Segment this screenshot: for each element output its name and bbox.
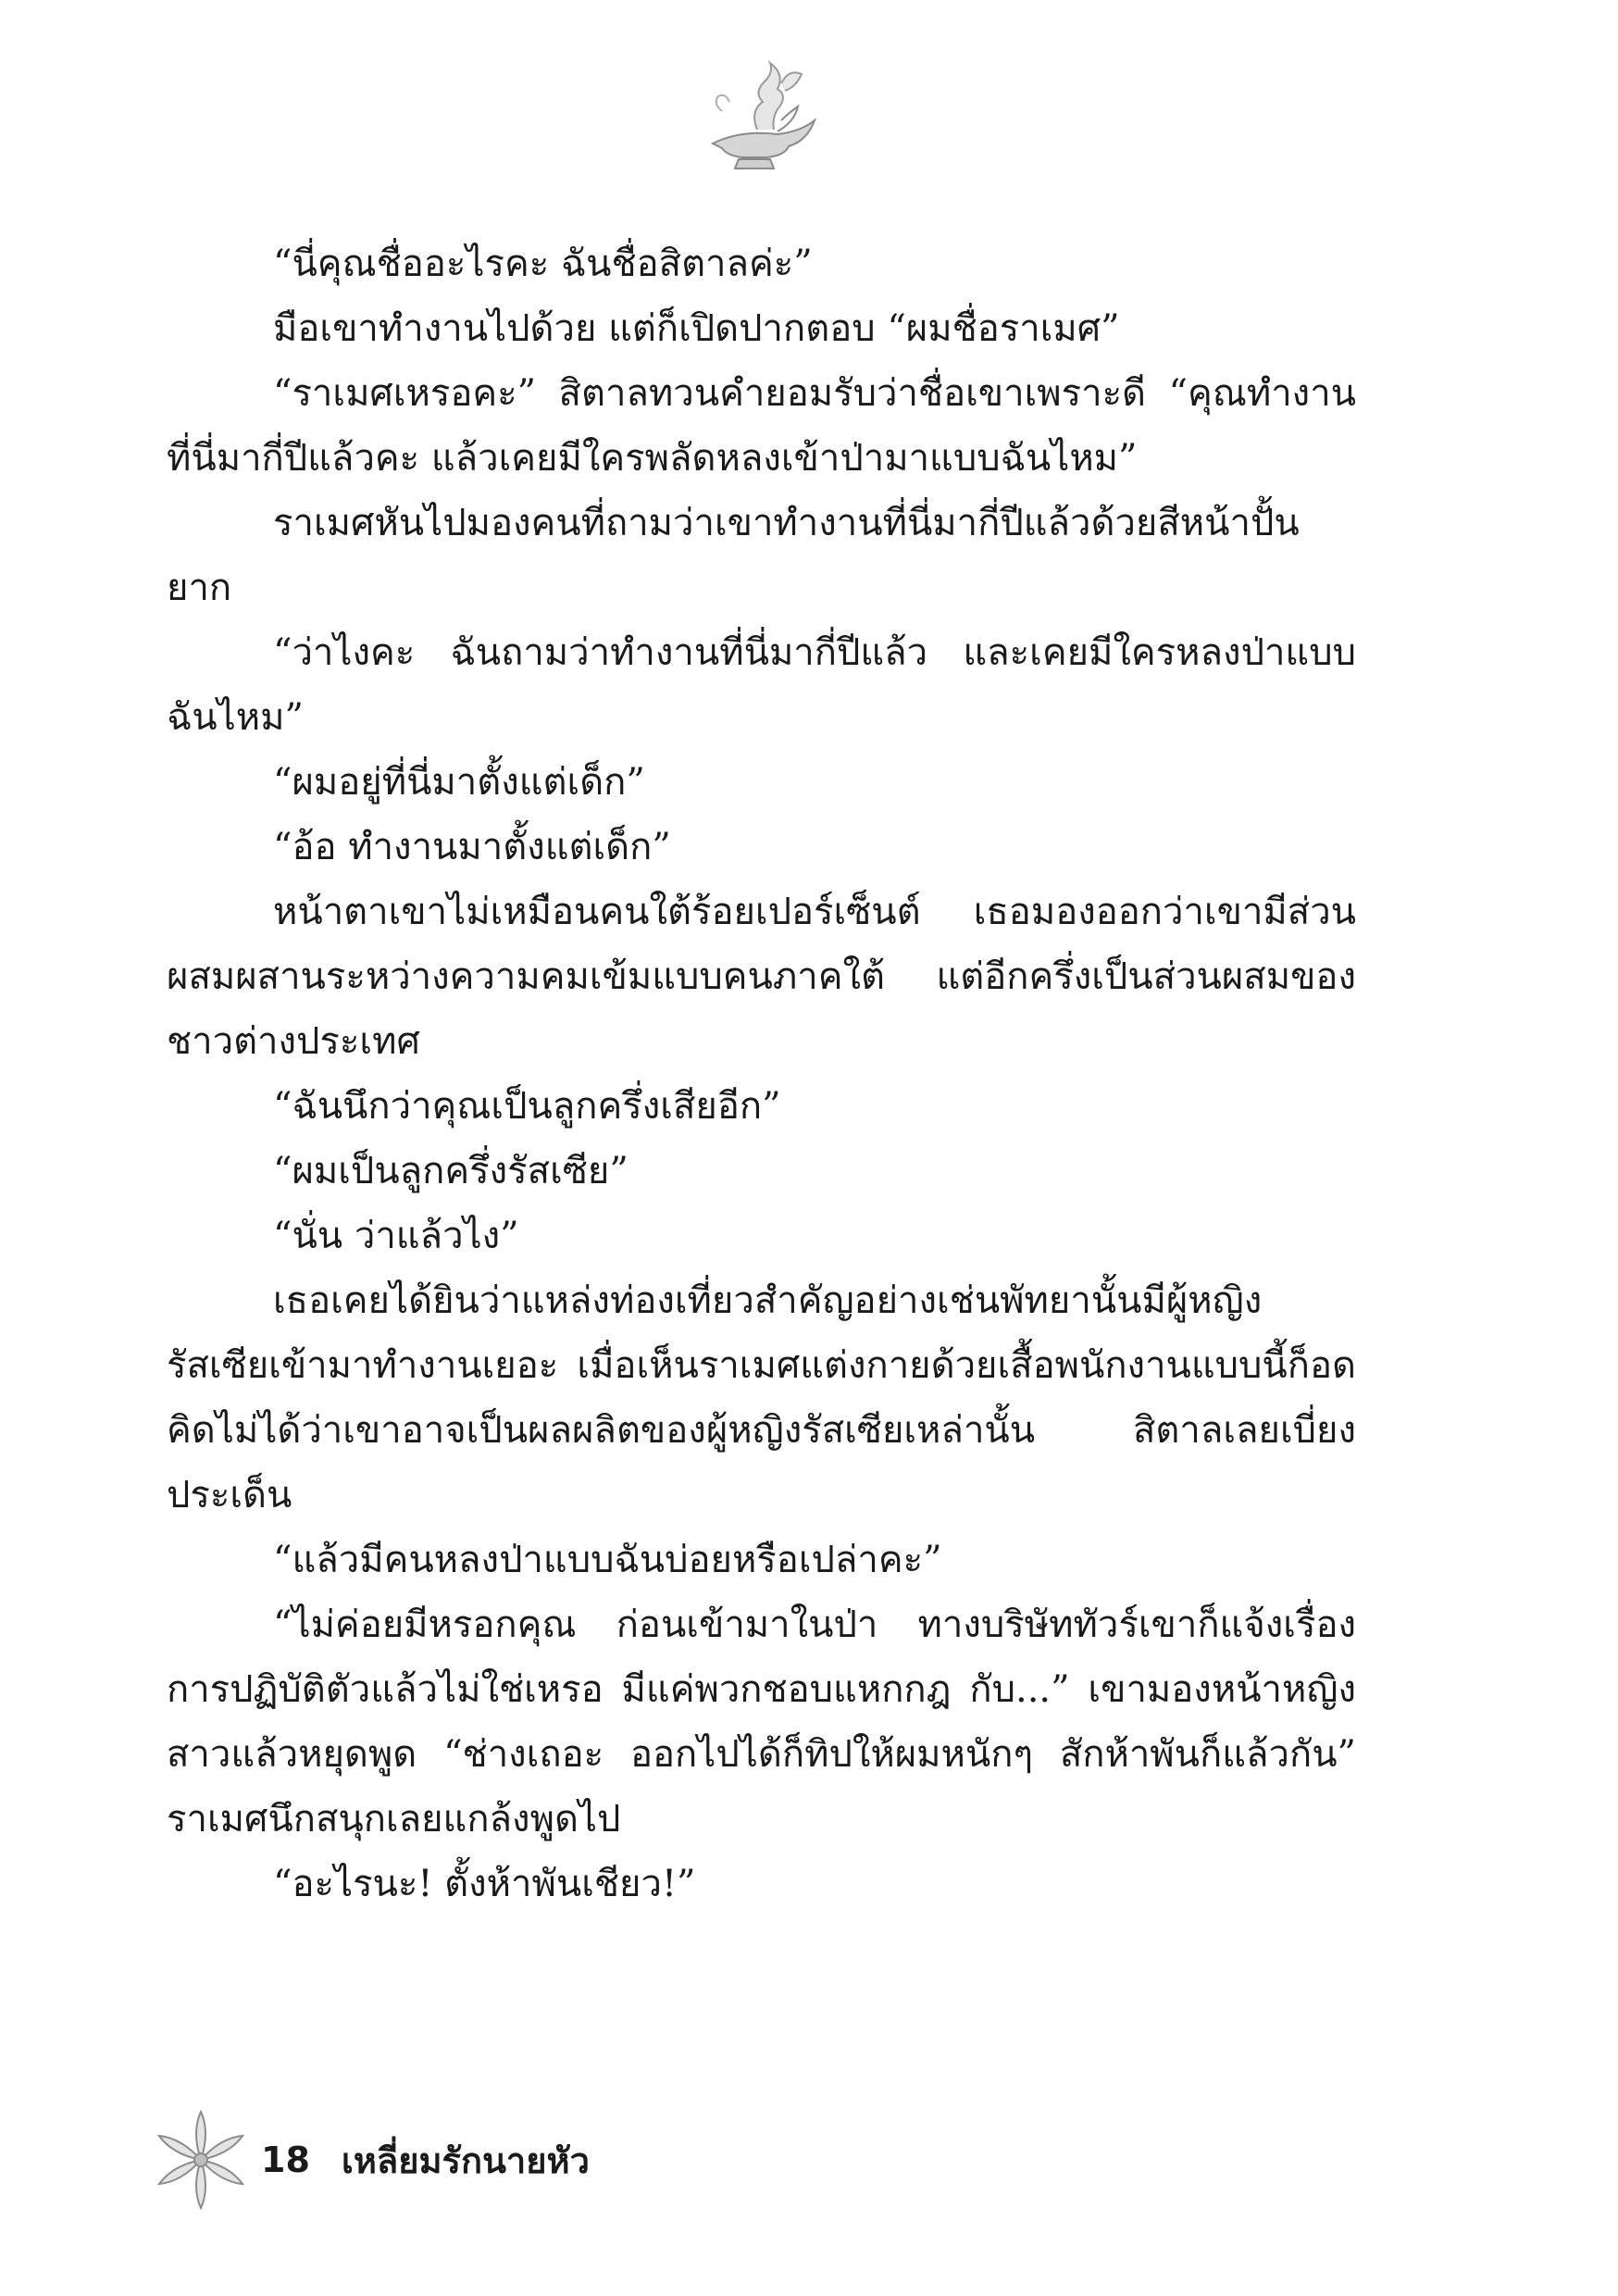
paragraph: “ไม่ค่อยมีหรอกคุณ ก่อนเข้ามาในป่า ทางบริษัททัวร์เขาก็แจ้งเรื่องการปฏิบัติตัวแล้วไม่ใช่เหรอ มีแค่พวกชอบแหกกฎ กับ...” เขามองหน้าหญิงสาวแล้วหยุดพูด “ช่างเถอะ ออกไปได้ก็ทิปให้ผมหนักๆ สักห้าพันก็แล้วกัน” ราเมศนึกสนุกเลยแกล้งพูดไป (167, 1603, 1356, 1841)
paragraph: “ว่าไงคะ ฉันถามว่าทำงานที่นี่มากี่ปีแล้ว และเคยมีใครหลงป่าแบบฉันไหม” (167, 631, 1356, 739)
story-body (167, 231, 1356, 1916)
paragraph: “ฉันนึกว่าคุณเป็นลูกครึ่งเสียอีก” (273, 1085, 781, 1128)
paragraph: ราเมศหันไปมองคนที่ถามว่าเขาทำงานที่นี่มากี่ปีแล้วด้วยสีหน้าปั้นยาก (167, 502, 1300, 609)
paragraph: เธอเคยได้ยินว่าแหล่งท่องเที่ยวสำคัญอย่างเช่นพัทยานั้นมีผู้หญิงรัสเซียเข้ามาทำงานเยอะ เมื่อเห็นราเมศแต่งกายด้วยเสื้อพนักงานแบบนี้ก็อดคิดไม่ได้ว่าเขาอาจเป็นผลผลิตของผู้หญิงรัสเซียเหล่านั้น สิตาลเลยเบี่ยงประเด็น (167, 1279, 1356, 1516)
paragraph: “อ้อ ทำงานมาตั้งแต่เด็ก” (273, 826, 671, 868)
paragraph: “ผมเป็นลูกครึ่งรัสเซีย” (273, 1150, 629, 1192)
paragraph: มือเขาทำงานไปด้วย แต่ก็เปิดปากตอบ “ผมชื่อราเมศ” (273, 307, 1120, 350)
paragraph: “ราเมศเหรอคะ” สิตาลทวนคำยอมรับว่าชื่อเขาเพราะดี “คุณทำงานที่นี่มากี่ปีแล้วคะ แล้วเคยมีใครพลัดหลงเข้าป่ามาแบบฉันไหม” (167, 372, 1356, 480)
lily-flower-icon (150, 2109, 252, 2211)
paragraph: หน้าตาเขาไม่เหมือนคนใต้ร้อยเปอร์เซ็นต์ เธอมองออกว่าเขามีส่วนผสมผสานระหว่างความคมเข้มแบบคนภาคใต้ แต่อีกครึ่งเป็นส่วนผสมของชาวต่างประเทศ (167, 891, 1356, 1063)
page-number: 18 (261, 2140, 310, 2180)
genie-lamp-icon (685, 56, 824, 176)
paragraph: “นั่น ว่าแล้วไง” (273, 1215, 519, 1257)
paragraph: “แล้วมีคนหลงป่าแบบฉันบ่อยหรือเปล่าคะ” (273, 1539, 942, 1581)
book-title: เหลี่ยมรักนายหัว (341, 2140, 590, 2181)
paragraph: “นี่คุณชื่ออะไรคะ ฉันชื่อสิตาลค่ะ” (273, 243, 813, 285)
page-footer (150, 2100, 590, 2220)
paragraph: “อะไรนะ! ตั้งห้าพันเชียว!” (273, 1863, 696, 1905)
paragraph: “ผมอยู่ที่นี่มาตั้งแต่เด็ก” (273, 761, 645, 804)
